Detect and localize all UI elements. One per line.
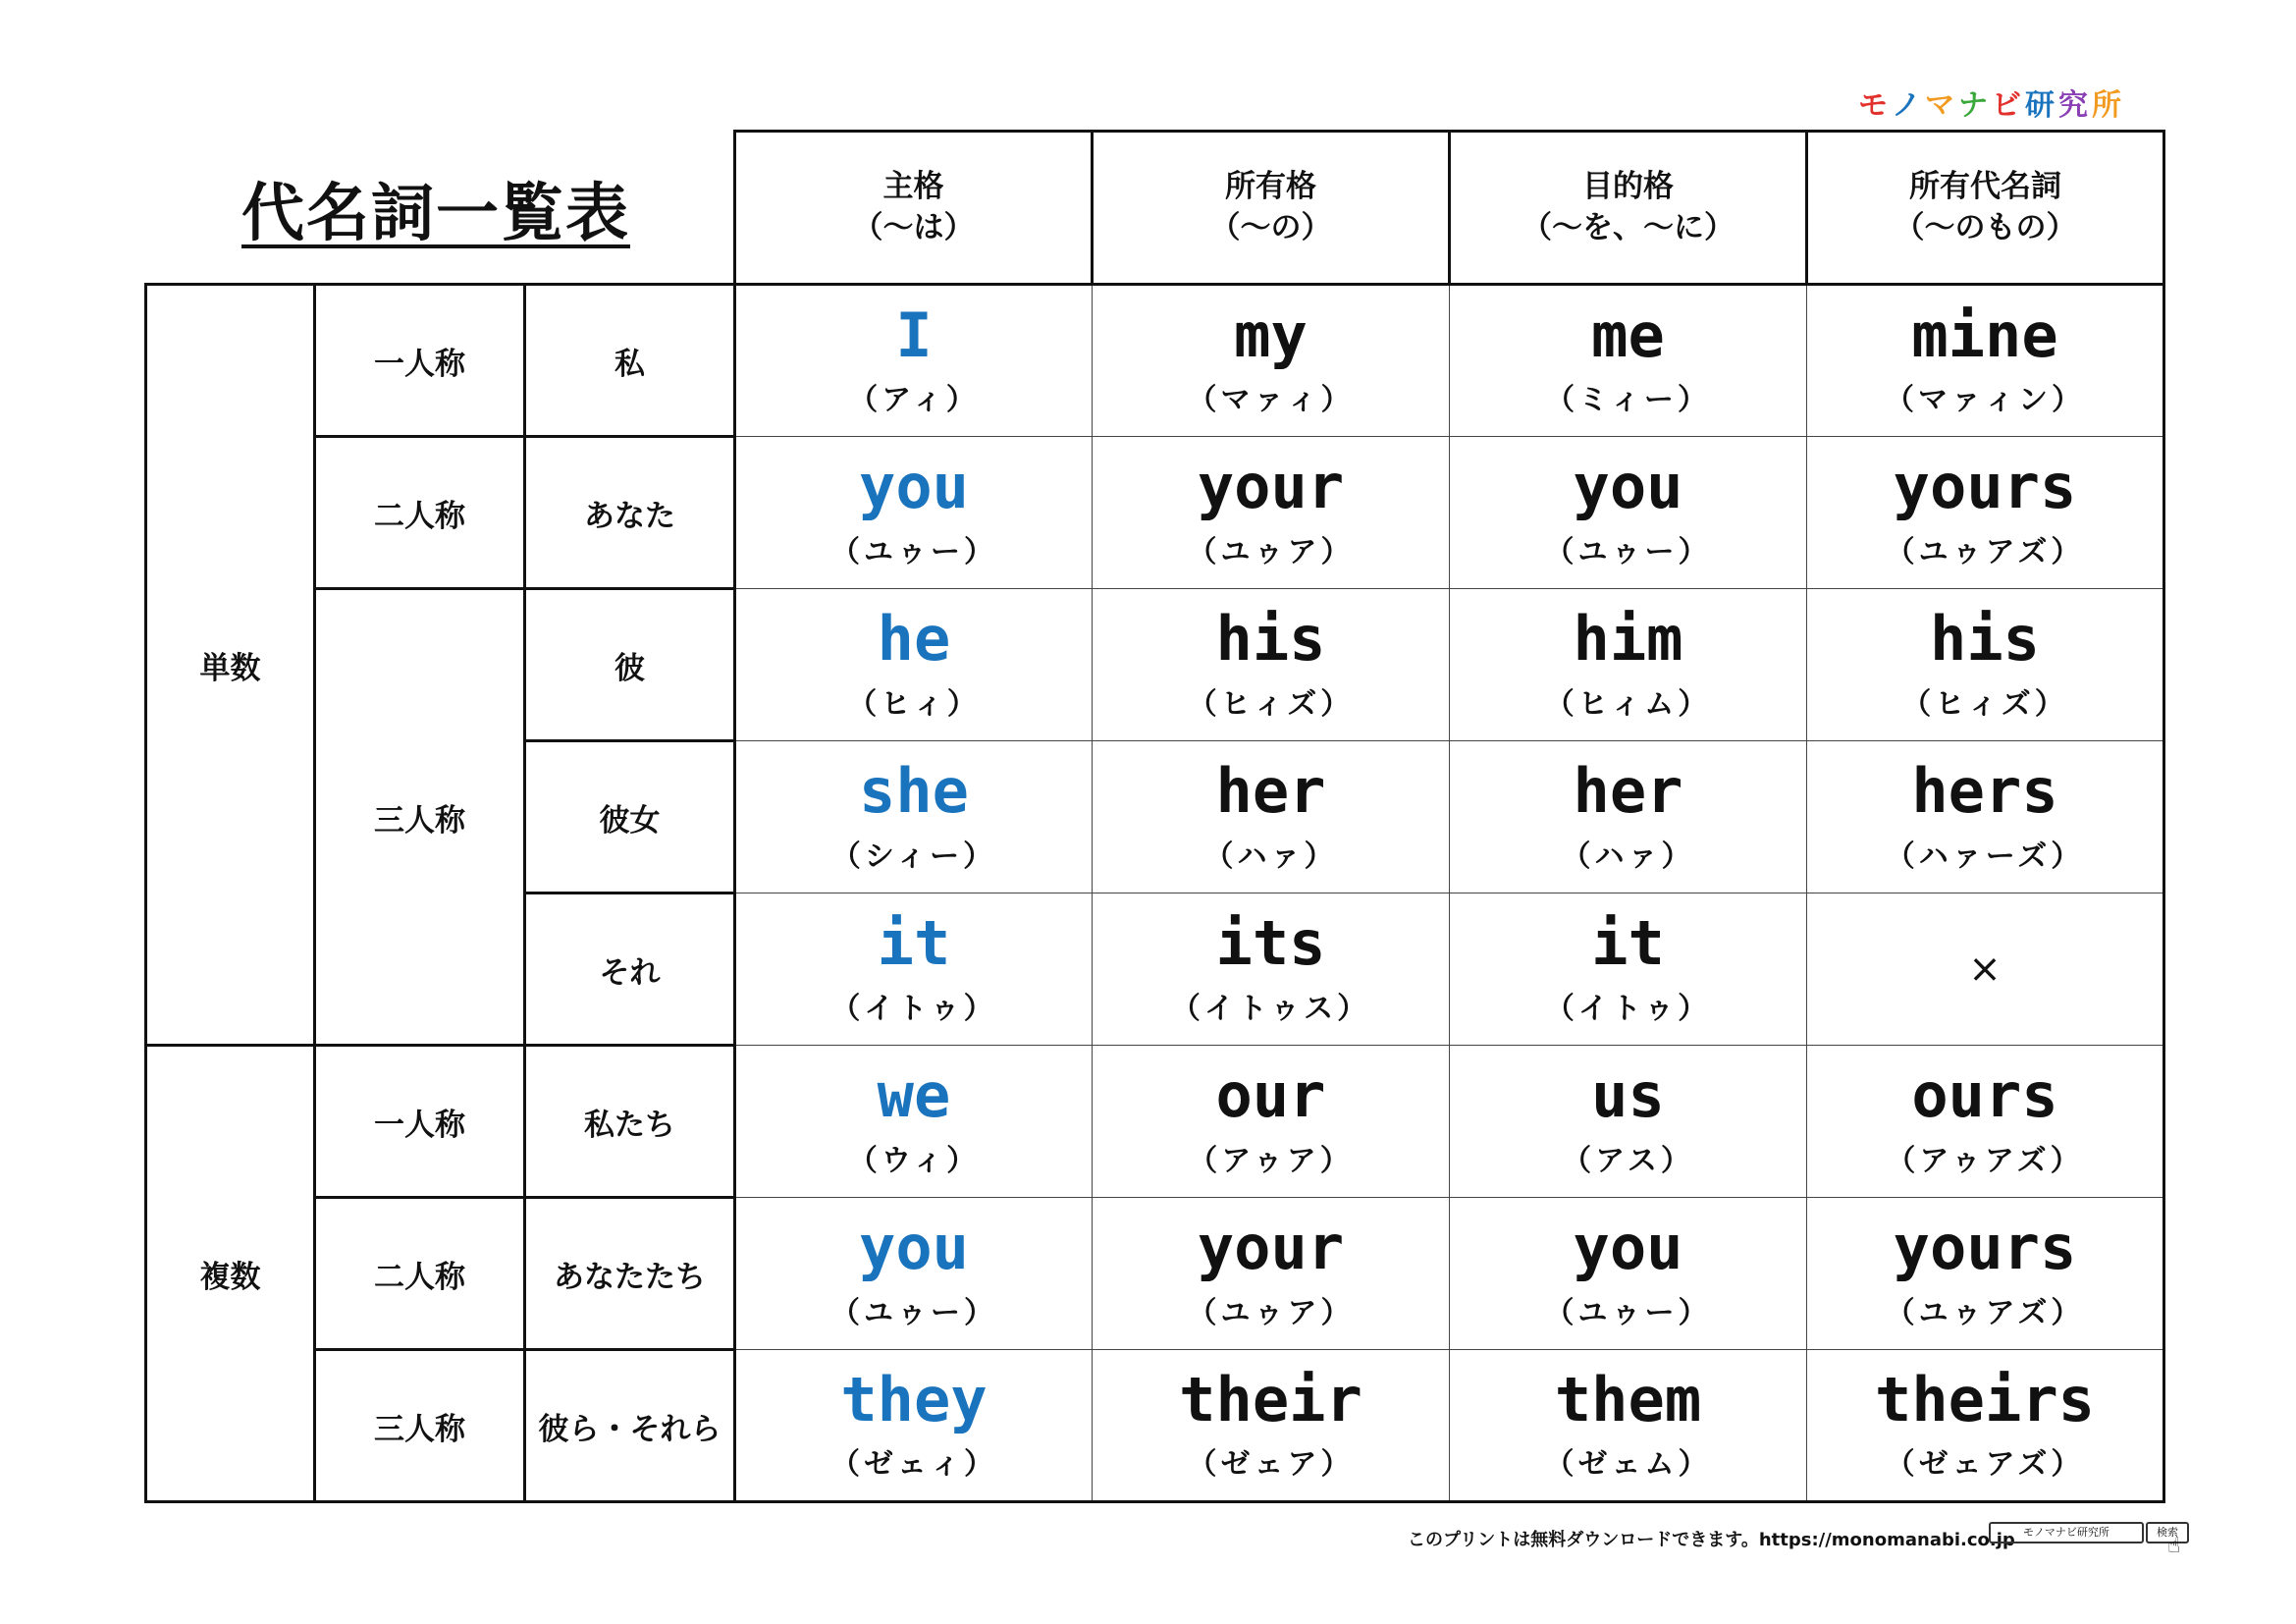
english-word: ours [1911, 1059, 2058, 1132]
pronoun-cell [1450, 1198, 1807, 1350]
pronoun-cell [1807, 1350, 2164, 1502]
katakana-reading: （ハァ） [1203, 839, 1338, 874]
english-word: her [1573, 755, 1683, 828]
katakana-reading: （ゼェア） [1187, 1447, 1355, 1483]
katakana-reading: （ハァ） [1561, 839, 1695, 874]
english-word: us [1591, 1059, 1665, 1132]
logo-letter: 研 [2025, 88, 2058, 123]
pronoun-cell [735, 589, 1093, 741]
katakana-reading: （イトゥ） [830, 991, 997, 1026]
pronoun-cell [735, 741, 1093, 893]
pronoun-cell [735, 893, 1093, 1046]
pronoun-cell [735, 285, 1093, 437]
katakana-reading: （アィ） [848, 383, 980, 418]
english-word: your [1197, 1212, 1345, 1284]
pointer-cursor-icon: ☝ [2167, 1534, 2181, 1558]
katakana-reading: （ユゥー） [1544, 534, 1712, 569]
pronoun-cell [1093, 893, 1450, 1046]
katakana-reading: （ユゥー） [830, 1295, 997, 1330]
logo-letter: 所 [2092, 88, 2125, 123]
person-label: 一人称 [315, 285, 525, 437]
site-logo [1858, 81, 2125, 124]
pronoun-label: 私たち [525, 1046, 735, 1198]
english-word: his [1215, 603, 1326, 676]
english-word: she [859, 755, 969, 828]
column-header-objective: 目的格 （～を、～に） [1450, 132, 1807, 285]
pronoun-cell [735, 1198, 1093, 1350]
pronoun-cell [1450, 285, 1807, 437]
english-word: his [1930, 603, 2040, 676]
column-header-possessive-pronoun: 所有代名詞 （～のもの） [1807, 132, 2164, 285]
logo-letter: マ [1925, 88, 1958, 123]
person-label: 三人称 [315, 589, 525, 1046]
pronoun-label: 彼ら・それら [525, 1350, 735, 1502]
pronoun-label: あなた [525, 437, 735, 589]
english-word: it [1591, 907, 1665, 980]
english-word: you [859, 451, 969, 523]
katakana-reading: （シィー） [830, 839, 997, 874]
column-header-possessive: 所有格 （～の） [1093, 132, 1450, 285]
logo-letter: 究 [2058, 88, 2092, 123]
katakana-reading: （ユゥアズ） [1885, 1295, 2085, 1330]
pronoun-cell [1450, 437, 1807, 589]
katakana-reading: （ユゥー） [1544, 1295, 1712, 1330]
katakana-reading: （ヒィズ） [1901, 686, 2068, 722]
english-word: its [1215, 907, 1326, 980]
table-row [146, 1198, 2164, 1350]
person-label: 一人称 [315, 1046, 525, 1198]
english-word: he [877, 603, 951, 676]
katakana-reading: （アゥア） [1188, 1143, 1354, 1178]
pronoun-cell [1450, 589, 1807, 741]
pronoun-cell [1807, 285, 2164, 437]
english-word: theirs [1875, 1363, 2095, 1435]
pronoun-cell [1093, 437, 1450, 589]
english-word: you [859, 1212, 969, 1284]
logo-letter: ビ [1992, 88, 2025, 123]
katakana-reading: （ゼェィ） [830, 1447, 997, 1483]
english-word: hers [1911, 755, 2058, 828]
pronoun-cell [1093, 1046, 1450, 1198]
katakana-reading: （マァィ） [1187, 383, 1355, 418]
logo-letter: ノ [1892, 88, 1925, 123]
person-label: 三人称 [315, 1350, 525, 1502]
logo-letter: ナ [1958, 88, 1992, 123]
katakana-reading: （マァィン） [1885, 383, 2085, 418]
english-word: × [1968, 947, 2002, 992]
pronoun-cell [1807, 589, 2164, 741]
pronoun-cell [1093, 589, 1450, 741]
pronoun-cell [1450, 741, 1807, 893]
katakana-reading: （ヒィム） [1544, 686, 1712, 722]
number-group-label: 単数 [146, 285, 315, 1046]
english-word: you [1573, 451, 1683, 523]
footer-search-button: 検索 [2146, 1522, 2189, 1543]
english-word: our [1215, 1059, 1326, 1132]
pronoun-cell [735, 437, 1093, 589]
pronoun-label: 彼 [525, 589, 735, 741]
english-word: them [1554, 1363, 1702, 1435]
header-row [146, 132, 2164, 285]
katakana-reading: （ユゥー） [830, 534, 997, 569]
pronoun-cell [1807, 1198, 2164, 1350]
pronoun-label: 彼女 [525, 741, 735, 893]
page-title: 代名詞一覧表 [241, 178, 630, 250]
pronoun-cell [1807, 437, 2164, 589]
katakana-reading: （ウィ） [847, 1143, 981, 1178]
english-word: him [1573, 603, 1683, 676]
pronoun-cell [735, 1046, 1093, 1198]
english-word: my [1234, 298, 1308, 371]
number-group-label: 複数 [146, 1046, 315, 1502]
katakana-reading: （イトゥス） [1170, 991, 1371, 1026]
english-word: they [840, 1363, 988, 1435]
pronoun-cell [1807, 893, 2164, 1046]
pronoun-cell [1450, 1046, 1807, 1198]
english-word: I [895, 298, 933, 371]
pronoun-cell [1093, 1198, 1450, 1350]
katakana-reading: （アス） [1562, 1143, 1694, 1178]
pronoun-label: あなたたち [525, 1198, 735, 1350]
pronoun-label: それ [525, 893, 735, 1046]
english-word: their [1179, 1363, 1362, 1435]
table-row [146, 589, 2164, 741]
footer-text: このプリントは無料ダウンロードできます。https://monomanabi.co.jp [1408, 1530, 2015, 1550]
katakana-reading: （ミィー） [1545, 383, 1711, 418]
pronoun-cell [1807, 741, 2164, 893]
person-label: 二人称 [315, 1198, 525, 1350]
katakana-reading: （ユゥア） [1187, 1295, 1355, 1330]
katakana-reading: （ユゥア） [1187, 534, 1355, 569]
table-row [146, 285, 2164, 437]
pronoun-table [144, 130, 2165, 1503]
pronoun-cell [1807, 1046, 2164, 1198]
column-header-subjective: 主格 （～は） [735, 132, 1093, 285]
english-word: it [877, 907, 951, 980]
pronoun-cell [1093, 285, 1450, 437]
english-word: me [1591, 298, 1665, 371]
english-word: yours [1893, 451, 2077, 523]
english-word: yours [1893, 1212, 2077, 1284]
english-word: mine [1911, 298, 2058, 371]
pronoun-cell [1093, 741, 1450, 893]
english-word: we [877, 1059, 951, 1132]
table-row [146, 1350, 2164, 1502]
katakana-reading: （ハァーズ） [1885, 839, 2085, 874]
pronoun-cell [1093, 1350, 1450, 1502]
pronoun-cell [1450, 1350, 1807, 1502]
english-word: your [1197, 451, 1345, 523]
table-row [146, 1046, 2164, 1198]
pronoun-label: 私 [525, 285, 735, 437]
english-word: her [1215, 755, 1326, 828]
person-label: 二人称 [315, 437, 525, 589]
katakana-reading: （ゼェアズ） [1885, 1447, 2085, 1483]
katakana-reading: （アゥアズ） [1886, 1143, 2084, 1178]
katakana-reading: （ヒィズ） [1187, 686, 1355, 722]
katakana-reading: （イトゥ） [1544, 991, 1712, 1026]
logo-letter: モ [1858, 88, 1892, 123]
pronoun-cell [1450, 893, 1807, 1046]
english-word: you [1573, 1212, 1683, 1284]
katakana-reading: （ゼェム） [1544, 1447, 1712, 1483]
katakana-reading: （ヒィ） [847, 686, 981, 722]
footer-search-box: モノマナビ研究所 [1989, 1522, 2144, 1543]
pronoun-cell [735, 1350, 1093, 1502]
table-row [146, 437, 2164, 589]
katakana-reading: （ユゥアズ） [1885, 534, 2085, 569]
